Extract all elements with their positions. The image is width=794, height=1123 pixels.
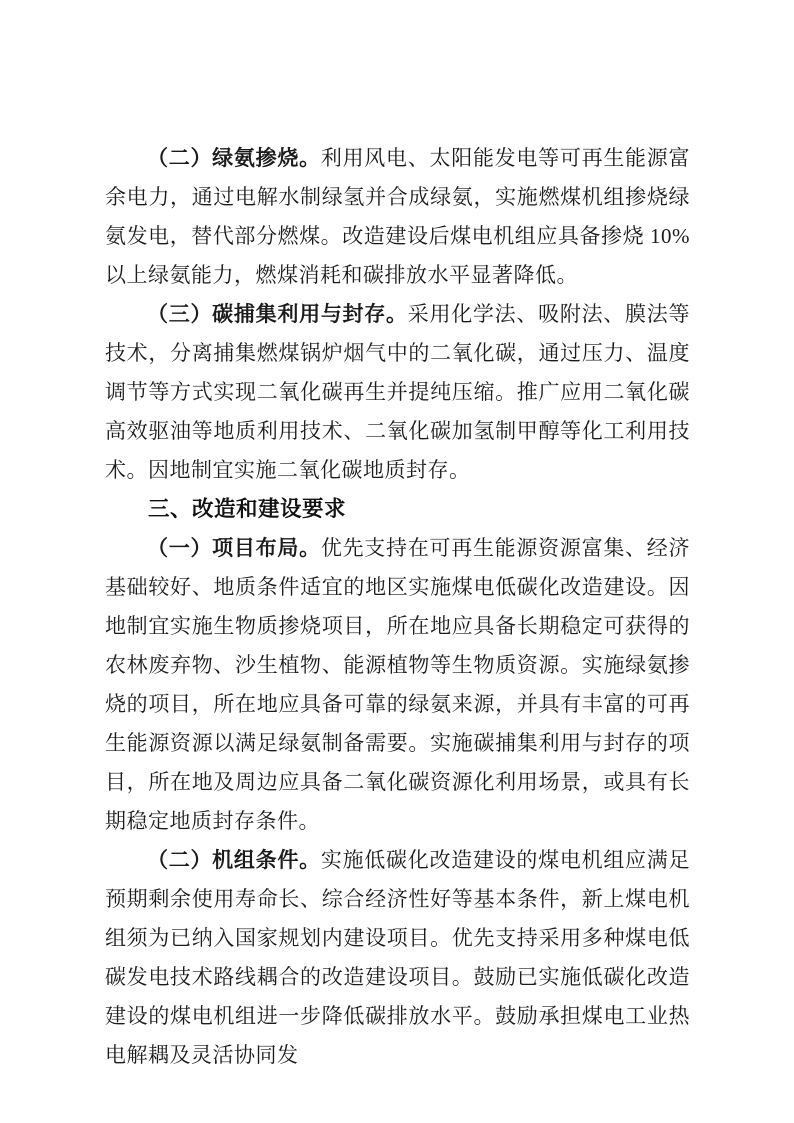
paragraph-green-ammonia-blending bbox=[105, 139, 690, 295]
paragraph-text-project-layout: 优先支持在可再生能源资源富集、经济基础较好、地质条件适宜的地区实施煤电低碳化改造建设。因地制宜实施生物质掺烧项目，所在地应具备长期稳定可获得的农林废弃物、沙生植物、能源植物等生物质资源。实施绿氨掺烧的项目，所在地应具备可靠的绿氨来源，并具有丰富的可再生能源资源以满足绿氨制备需要。实施碳捕集利用与封存的项目，所在地及周边应具备二氧化碳资源化利用场景，或具有长期稳定地质封存条件。 bbox=[105, 536, 691, 833]
paragraph-carbon-capture-storage bbox=[105, 295, 690, 490]
paragraph-lead-project-layout: （一）项目布局。 bbox=[147, 536, 321, 560]
paragraph-text-green-ammonia: 利用风电、太阳能发电等可再生能源富余电力，通过电解水制绿氢并合成绿氨，实施燃煤机组掺烧绿氨发电，替代部分燃煤。改造建设后煤电机组应具备掺烧 10%以上绿氨能力，燃煤消耗和碳排放水平显著降低。 bbox=[105, 146, 691, 287]
paragraph-lead-carbon-capture: （三）碳捕集利用与封存。 bbox=[147, 302, 408, 326]
paragraph-unit-conditions bbox=[105, 841, 690, 1075]
section-heading-retrofit-requirements: 三、改造和建设要求 bbox=[148, 497, 347, 521]
paragraph-lead-unit-conditions: （二）机组条件。 bbox=[147, 848, 321, 872]
paragraph-lead-green-ammonia: （二）绿氨掺烧。 bbox=[147, 146, 321, 170]
paragraph-project-layout bbox=[105, 529, 690, 841]
paragraph-text-unit-conditions: 实施低碳化改造建设的煤电机组应满足预期剩余使用寿命长、综合经济性好等基本条件，新上煤电机组须为已纳入国家规划内建设项目。优先支持采用多种煤电低碳发电技术路线耦合的改造建设项目。鼓励已实施低碳化改造建设的煤电机组进一步降低碳排放水平。鼓励承担煤电工业热电解耦及灵活协同发 bbox=[105, 848, 691, 1067]
document-body bbox=[105, 139, 690, 1075]
paragraph-text-carbon-capture: 采用化学法、吸附法、膜法等技术，分离捕集燃煤锅炉烟气中的二氧化碳，通过压力、温度调节等方式实现二氧化碳再生并提纯压缩。推广应用二氧化碳高效驱油等地质利用技术、二氧化碳加氢制甲醇等化工利用技术。因地制宜实施二氧化碳地质封存。 bbox=[105, 302, 690, 482]
